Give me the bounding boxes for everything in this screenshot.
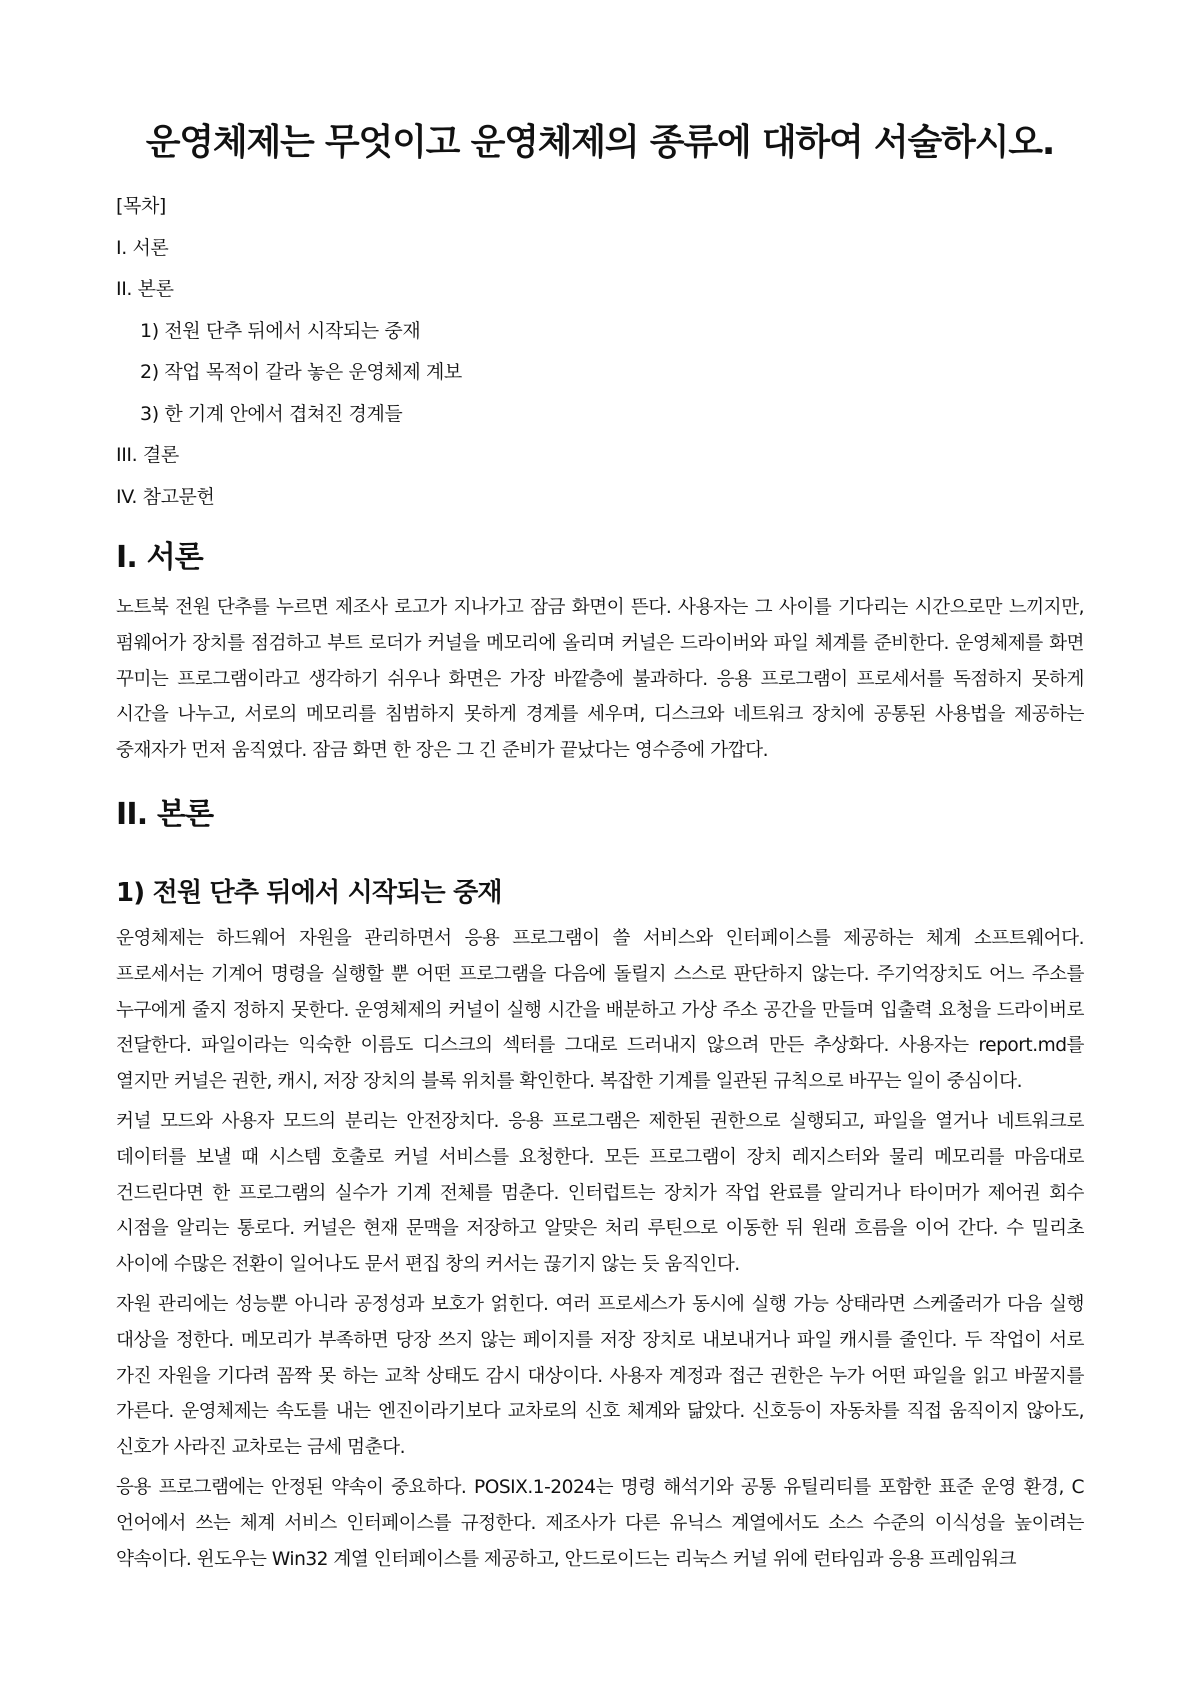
section-1-paragraph: 운영체제는 하드웨어 자원을 관리하면서 응용 프로그램이 쓸 서비스와 인터페이스를 제공하는 체계 소프트웨어다. 프로세서는 기계어 명령을 실행할 뿐 어떤 프로그램을 다음에 돌릴지 스스로 판단하지 않는다. 주기억장치도 어느 주소를 누구에게 줄지 정하지 못한다. 운영체제의 커널이 실행 시간을 배분하고 가상 주소 공간을 만들며 입출력 요청을 드라이버로 전달한다. 파일이라는 익숙한 이름도 디스크의 섹터를 그대로 드러내지 않으려 만든 추상화다. 사용자는 report.md를 열지만 커널은 권한, 캐시, 저장 장치의 블록 위치를 확인한다. 복잡한 기계를 일관된 규칙으로 바꾸는 일이 중심이다. xyxy=(116,927,1084,1093)
toc-item-section-3: 3) 한 기계 안에서 겹쳐진 경계들 xyxy=(140,402,403,425)
introduction-paragraph: 노트북 전원 단추를 누르면 제조사 로고가 지나가고 잠금 화면이 뜬다. 사용자는 그 사이를 기다리는 시간으로만 느끼지만, 펌웨어가 장치를 점검하고 부트 로더가 커널을 메모리에 올리며 커널은 드라이버와 파일 체계를 준비한다. 운영체제를 화면 꾸미는 프로그램이라고 생각하기 쉬우나 화면은 가장 바깥층에 불과하다. 응용 프로그램이 프로세서를 독점하지 못하게 시간을 나누고, 서로의 메모리를 침범하지 못하게 경계를 세우며, 디스크와 네트워크 장치에 공통된 사용법을 제공하는 중재자가 먼저 움직였다. 잠금 화면 한 장은 그 긴 준비가 끝났다는 영수증에 가깝다. xyxy=(116,597,1084,762)
toc-label: [목차] xyxy=(116,195,166,217)
introduction-section xyxy=(116,538,1084,769)
table-of-contents xyxy=(116,186,1084,518)
main-body-heading: II. 본론 xyxy=(116,796,214,832)
toc-item-introduction: I. 서론 xyxy=(116,236,169,259)
toc-item-section-2: 2) 작업 목적이 갈라 놓은 운영체제 계보 xyxy=(140,361,462,383)
section-1-paragraph: 응용 프로그램에는 안정된 약속이 중요하다. POSIX.1-2024는 명령 해석기와 공통 유틸리티를 포함한 표준 운영 환경, C 언어에서 쓰는 체계 서비스 인터페이스를 규정한다. 제조사가 다른 유닉스 계열에서도 소스 수준의 이식성을 높이려는 약속이다. 윈도우는 Win32 계열 인터페이스를 제공하고, 안드로이드는 리눅스 커널 위에 런타임과 응용 프레임워크 xyxy=(116,1476,1084,1570)
introduction-heading: I. 서론 xyxy=(116,540,203,575)
toc-item-conclusion: III. 결론 xyxy=(116,444,179,466)
toc-item-references: IV. 참고문헌 xyxy=(116,485,215,508)
toc-item-main-body: II. 본론 xyxy=(116,278,174,300)
section-1-paragraph: 자원 관리에는 성능뿐 아니라 공정성과 보호가 얽힌다. 여러 프로세스가 동시에 실행 가능 상태라면 스케줄러가 다음 실행 대상을 정한다. 메모리가 부족하면 당장 쓰지 않는 페이지를 저장 장치로 내보내거나 파일 캐시를 줄인다. 두 작업이 서로 가진 자원을 기다려 꼼짝 못 하는 교착 상태도 감시 대상이다. 사용자 계정과 접근 권한은 누가 어떤 파일을 읽고 바꿀지를 가른다. 운영체제는 속도를 내는 엔진이라기보다 교차로의 신호 체계와 닮았다. 신호등이 자동차를 직접 움직이지 않아도, 신호가 사라진 교차로는 금세 멈춘다. xyxy=(116,1293,1084,1459)
section-1-heading: 1) 전원 단추 뒤에서 시작되는 중재 xyxy=(116,877,502,908)
main-body-section xyxy=(116,795,1084,1577)
document-title: 운영체제는 무엇이고 운영체제의 종류에 대하여 서술하시오. xyxy=(145,122,1055,163)
section-1-paragraph: 커널 모드와 사용자 모드의 분리는 안전장치다. 응용 프로그램은 제한된 권한으로 실행되고, 파일을 열거나 네트워크로 데이터를 보낼 때 시스템 호출로 커널 서비스를 요청한다. 모든 프로그램이 장치 레지스터와 물리 메모리를 마음대로 건드린다면 한 프로그램의 실수가 기계 전체를 멈춘다. 인터럽트는 장치가 작업 완료를 알리거나 타이머가 제어권 회수 시점을 알리는 통로다. 커널은 현재 문맥을 저장하고 알맞은 처리 루틴으로 이동한 뒤 원래 흐름을 이어 간다. 수 밀리초 사이에 수많은 전환이 일어나도 문서 편집 창의 커서는 끊기지 않는 듯 움직인다. xyxy=(116,1110,1085,1276)
toc-item-section-1: 1) 전원 단추 뒤에서 시작되는 중재 xyxy=(140,319,421,342)
